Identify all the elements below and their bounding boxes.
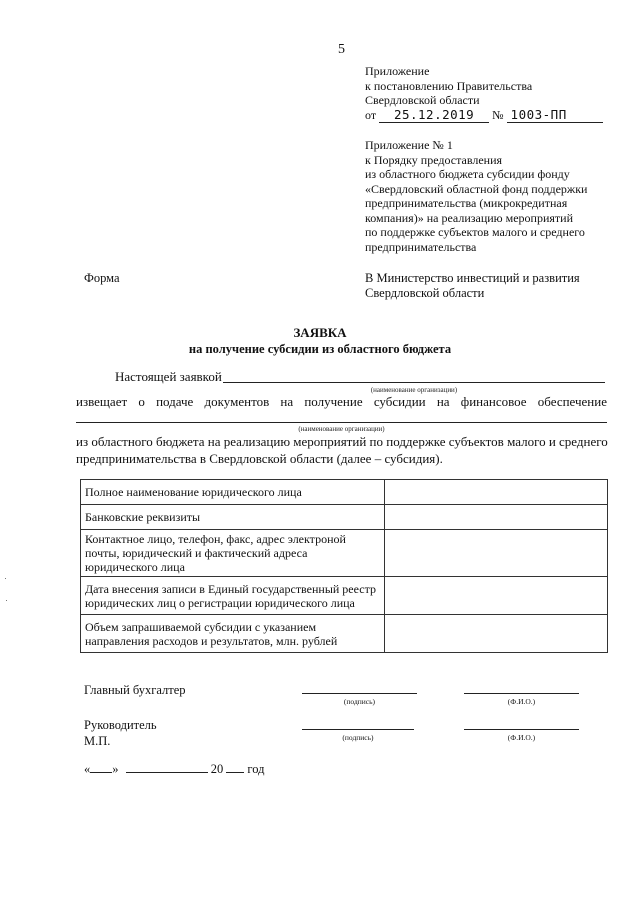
appendix-gov-line: Приложение: [365, 64, 430, 78]
scan-dot: [6, 600, 7, 601]
appendix-1-line: из областного бюджета субсидии фонду: [365, 167, 570, 181]
organization-name-blank-2[interactable]: [76, 422, 607, 423]
appendix-1-line: Приложение № 1: [365, 138, 453, 152]
close-quote: »: [112, 762, 119, 776]
form-label: Форма: [84, 271, 120, 285]
notice-line: извещает о подаче документов на получение субсидии на финансовое обеспечение: [76, 394, 607, 409]
signing-date-line: [84, 760, 264, 777]
director-label: Руководитель: [84, 718, 157, 732]
table-row: [81, 530, 608, 577]
table-row-label: Контактное лицо, телефон, факс, адрес электроной почты, юридический и фактический адреса юридического лица: [81, 530, 385, 577]
chief-accountant-name-line[interactable]: [464, 693, 579, 694]
name-hint: (Ф.И.О.): [507, 733, 536, 742]
addressee-line: Свердловской области: [365, 286, 485, 300]
table-row-label: Банковские реквизиты: [81, 505, 385, 530]
table-row: [81, 615, 608, 653]
table-row-value[interactable]: [384, 615, 607, 653]
table-row: [81, 505, 608, 530]
addressee-line: В Министерство инвестиций и развития: [365, 271, 580, 285]
table-row-value[interactable]: [384, 480, 607, 505]
year-suffix: год: [247, 762, 265, 776]
year-prefix: 20: [210, 762, 224, 776]
table-row: [81, 480, 608, 505]
intro-text: Настоящей заявкой: [115, 369, 222, 384]
organization-name-blank[interactable]: [223, 382, 605, 383]
scan-dot: [5, 578, 6, 579]
day-blank[interactable]: [90, 760, 112, 773]
resolution-date-number-line: [365, 108, 615, 124]
table-row-label: Объем запрашиваемой субсидии с указанием направления расходов и результатов, млн. рублей: [81, 615, 385, 653]
table-row-value[interactable]: [384, 577, 607, 615]
resolution-date: 25.12.2019: [379, 108, 489, 124]
document-title: ЗАЯВКА: [293, 325, 347, 340]
appendix-1-line: предпринимательства: [365, 239, 477, 254]
appendix-1-line: по поддержке субъектов малого и среднего: [365, 225, 585, 239]
appendix-government-resolution: [365, 64, 615, 123]
director-signature-line[interactable]: [302, 729, 414, 730]
appendix-1-line: компания)» на реализацию мероприятий: [365, 210, 574, 225]
appendix-gov-line: Свердловской области: [365, 93, 480, 107]
table-row-label: Полное наименование юридического лица: [81, 480, 385, 505]
appendix-gov-line: к постановлению Правительства: [365, 78, 533, 93]
director-name-line[interactable]: [464, 729, 579, 730]
applicant-details-table: [80, 479, 608, 653]
appendix-1-line: к Порядку предоставления: [365, 152, 503, 167]
resolution-number: 1003-ПП: [507, 108, 603, 124]
table-row-label: Дата внесения записи в Единый государственный реестр юридических лиц о регистрации юридического лица: [81, 577, 385, 615]
addressee: [365, 271, 615, 301]
signature-hint: (подпись): [342, 733, 374, 742]
open-quote: «: [84, 762, 91, 776]
organization-name-hint: (наименование организации): [370, 386, 458, 394]
date-prefix: от: [365, 107, 377, 122]
month-blank[interactable]: [126, 760, 208, 773]
seal-label: М.П.: [84, 734, 111, 748]
signature-hint: (подпись): [343, 697, 376, 706]
page-number: 5: [338, 42, 345, 57]
purpose-paragraph: из областного бюджета на реализацию мероприятий по поддержке субъектов малого и среднего предпринимательства в Свердловской области (далее – субсидия).: [76, 434, 608, 466]
number-prefix: №: [492, 107, 504, 122]
name-hint: (Ф.И.О.): [507, 697, 536, 706]
table-row-value[interactable]: [384, 530, 607, 577]
chief-accountant-signature-line[interactable]: [302, 693, 417, 694]
year-blank[interactable]: [226, 760, 244, 773]
appendix-1-header: [365, 138, 615, 254]
document-subtitle: на получение субсидии из областного бюджета: [188, 342, 452, 356]
table-row: [81, 577, 608, 615]
table-row-value[interactable]: [384, 505, 607, 530]
appendix-1-line: «Свердловский областной фонд поддержки: [365, 181, 588, 196]
organization-name-hint-2: (наименование организации): [298, 425, 385, 433]
chief-accountant-label: Главный бухгалтер: [84, 683, 186, 697]
appendix-1-line: предпринимательства (микрокредитная: [365, 196, 568, 210]
